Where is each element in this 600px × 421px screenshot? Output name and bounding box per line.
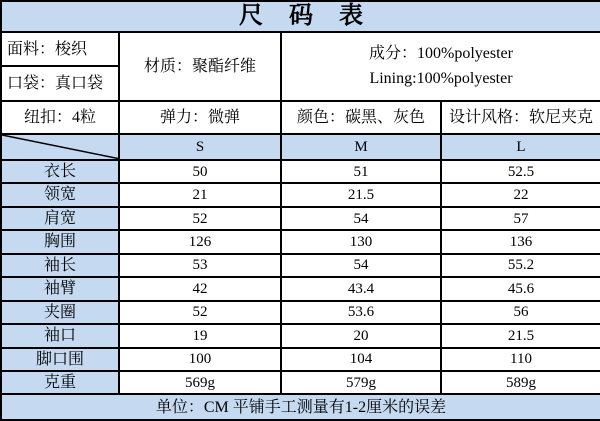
- info-row-a: [1, 32, 600, 66]
- column-header-l: L: [441, 134, 600, 159]
- column-header-s: S: [119, 134, 281, 159]
- cell-l: 57: [441, 207, 600, 230]
- cell-l: 22: [441, 183, 600, 206]
- cell-l: 110: [441, 348, 600, 371]
- color-cell: 颜色：碳黑、灰色: [281, 101, 441, 135]
- cell-m: 54: [281, 254, 441, 277]
- table-row: [1, 160, 600, 183]
- cell-s: 21: [119, 183, 281, 206]
- column-header-m: M: [281, 134, 441, 159]
- cell-m: 104: [281, 348, 441, 371]
- row-label: 肩宽: [1, 207, 119, 230]
- composition-line-2: Lining:100%polyester: [369, 69, 513, 87]
- composition-line-1: 成分：100%polyester: [369, 44, 513, 62]
- row-label: 衣长: [1, 160, 119, 183]
- table-row: [1, 230, 600, 253]
- cell-s: 126: [119, 230, 281, 253]
- cell-s: 569g: [119, 371, 281, 394]
- elasticity-cell: 弹力：微弹: [119, 101, 281, 135]
- cell-l: 45.6: [441, 277, 600, 300]
- cell-s: 50: [119, 160, 281, 183]
- cell-m: 130: [281, 230, 441, 253]
- table-row: [1, 301, 600, 324]
- row-label: 袖臂: [1, 277, 119, 300]
- diagonal-line-icon: [2, 135, 118, 158]
- diagonal-cell: [1, 134, 119, 159]
- cell-m: 21.5: [281, 183, 441, 206]
- footer-row: [1, 394, 600, 420]
- cell-l: 52.5: [441, 160, 600, 183]
- cell-m: 20: [281, 324, 441, 347]
- cell-s: 100: [119, 348, 281, 371]
- row-label: 领宽: [1, 183, 119, 206]
- cell-m: 43.4: [281, 277, 441, 300]
- row-label: 脚口围: [1, 348, 119, 371]
- title-row: [1, 1, 600, 32]
- cell-s: 53: [119, 254, 281, 277]
- table-row: [1, 324, 600, 347]
- buttons-cell: 纽扣：4粒: [1, 101, 119, 135]
- cell-m: 579g: [281, 371, 441, 394]
- cell-l: 55.2: [441, 254, 600, 277]
- table-row: [1, 277, 600, 300]
- cell-s: 52: [119, 301, 281, 324]
- row-label: 袖口: [1, 324, 119, 347]
- cell-l: 136: [441, 230, 600, 253]
- cell-m: 53.6: [281, 301, 441, 324]
- row-label: 袖长: [1, 254, 119, 277]
- pocket-cell: 口袋：真口袋: [1, 66, 119, 101]
- page-title: 尺码表: [1, 1, 600, 32]
- table-row: [1, 371, 600, 394]
- info-row-c: [1, 101, 600, 135]
- fabric-cell: 面料：梭织: [1, 32, 119, 66]
- table-row: [1, 207, 600, 230]
- row-label: 克重: [1, 371, 119, 394]
- size-header-row: [1, 134, 600, 159]
- composition-cell: [281, 32, 600, 100]
- row-label: 夹圈: [1, 301, 119, 324]
- cell-l: 56: [441, 301, 600, 324]
- table-row: [1, 183, 600, 206]
- cell-l: 589g: [441, 371, 600, 394]
- table-row: [1, 254, 600, 277]
- cell-m: 51: [281, 160, 441, 183]
- cell-m: 54: [281, 207, 441, 230]
- table-row: [1, 348, 600, 371]
- row-label: 胸围: [1, 230, 119, 253]
- cell-s: 19: [119, 324, 281, 347]
- material-cell: 材质：聚酯纤维: [119, 32, 281, 100]
- cell-s: 42: [119, 277, 281, 300]
- cell-l: 21.5: [441, 324, 600, 347]
- cell-s: 52: [119, 207, 281, 230]
- measurement-note: 单位：CM 平铺手工测量有1-2厘米的误差: [1, 394, 600, 420]
- design-style-cell: 设计风格：软尼夹克: [441, 101, 600, 135]
